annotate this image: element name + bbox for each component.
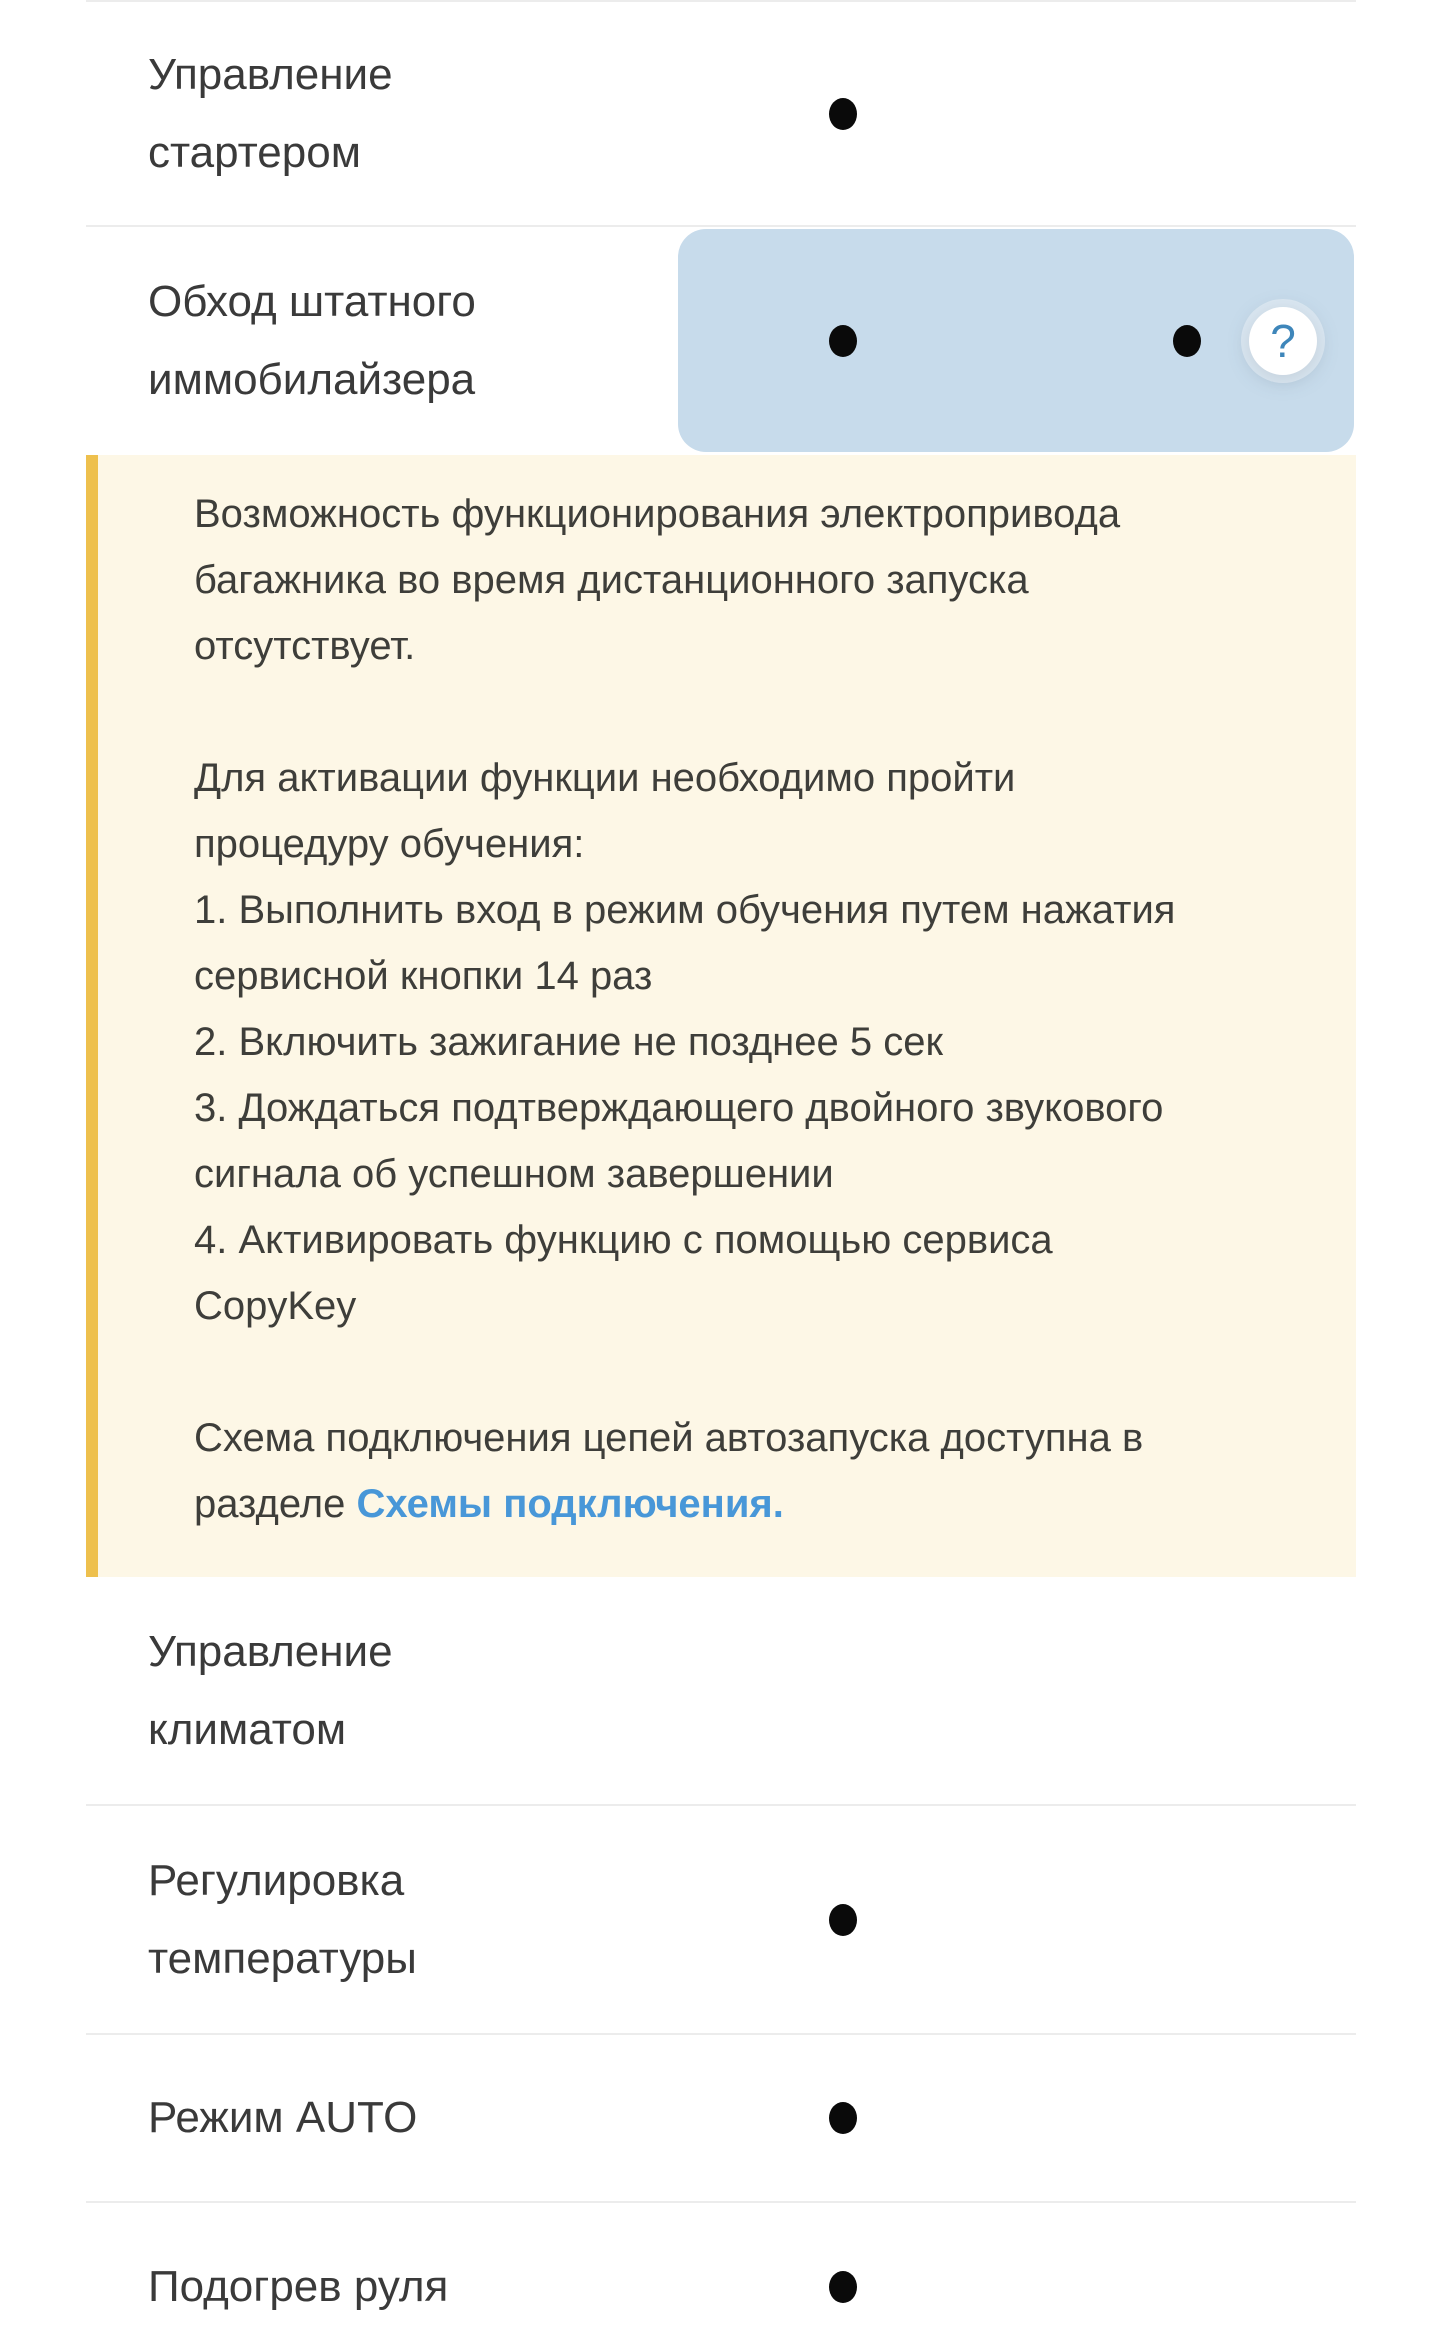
feature-row-starter-control [86,0,1356,225]
availability-dot [829,1904,857,1936]
availability-dot [829,98,857,130]
note-paragraph: Возможность функционирования электропривода багажника во время дистанционного запуска отсутствует. [194,492,1121,668]
help-button[interactable] [1249,307,1317,375]
feature-row-climate-control [86,1577,1356,1806]
availability-dot [829,2271,857,2303]
availability-dot [829,2102,857,2134]
note-step: 4. Активировать функцию с помощью сервиса CopyKey [194,1218,1053,1328]
feature-row-temperature-adjustment [86,1806,1356,2035]
note-steps-intro: Для активации функции необходимо пройти процедуру обучения: [194,756,1016,866]
highlighted-cell-group[interactable] [678,229,1354,452]
note-footer [194,1405,1214,1537]
question-mark-icon: ? [1270,314,1296,367]
note-step: 3. Дождаться подтверждающего двойного звукового сигнала об успешном завершении [194,1086,1164,1196]
feature-label: Управление климатом [148,1626,393,1754]
availability-dot [1173,325,1201,357]
feature-row-immobilizer-bypass [86,225,1356,455]
feature-row-auto-mode [86,2035,1356,2203]
feature-row-steering-wheel-heating [86,2203,1356,2334]
feature-label: Управление стартером [148,49,393,177]
connection-diagrams-link[interactable]: Схемы подключения. [356,1482,784,1526]
comparison-table [86,0,1356,2334]
note-step: 1. Выполнить вход в режим обучения путем нажатия сервисной кнопки 14 раз [194,888,1176,998]
feature-label: Режим AUTO [148,2093,418,2142]
feature-label: Подогрев руля [148,2262,449,2311]
note-step: 2. Включить зажигание не позднее 5 сек [194,1020,943,1064]
feature-label: Обход штатного иммобилайзера [148,277,476,404]
availability-dot [829,325,857,357]
feature-label: Регулировка температуры [148,1855,417,1983]
note-footer-text: Схема подключения цепей автозапуска доступна в разделе [194,1416,1144,1526]
info-note [86,455,1356,1577]
